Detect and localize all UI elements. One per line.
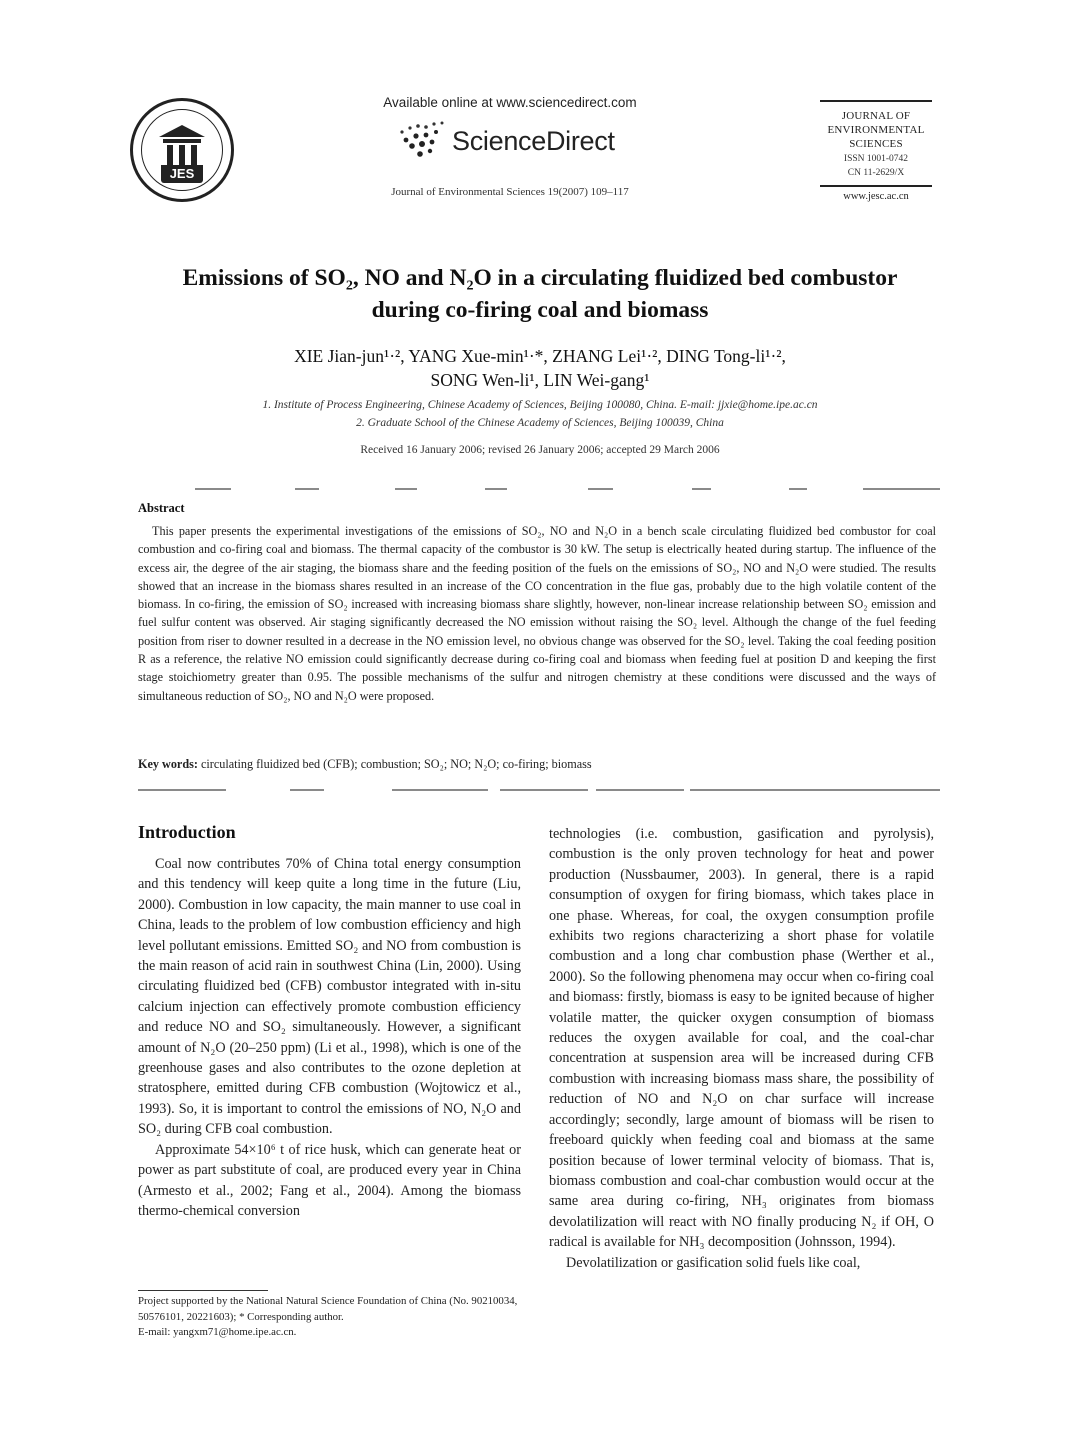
journal-issn: ISSN 1001-0742 <box>843 154 909 164</box>
title-line1: Emissions of SO₂, NO and N₂O in a circulating fluidized bed combustor <box>182 265 898 291</box>
affiliation-1: 1. Institute of Process Engineering, Chinese Academy of Sciences, Beijing 100080, China. E-mail: jjxie@home.ipe.ac.cn <box>262 399 818 411</box>
received-dates: Received 16 January 2006; revised 26 January 2006; accepted 29 March 2006 <box>360 444 720 456</box>
intro-paragraph-2: Approximate 54×10⁶ t of rice husk, which can generate heat or power as part substitute of coal, are produced every year in China (Armesto et al., 2002; Fang et al., 2004). Among the biomass thermo-chemical conversion <box>138 1141 521 1219</box>
separator-dashes-bottom <box>138 789 940 791</box>
affiliations <box>140 396 940 432</box>
footnote-email: E-mail: yangxm71@home.ipe.ac.cn. <box>138 1326 297 1338</box>
journal-cn: CN 11-2629/X <box>847 168 905 178</box>
keywords-text: circulating fluidized bed (CFB); combustion; SO₂; NO; N₂O; co-firing; biomass <box>200 757 592 771</box>
seal-abbr: JES <box>161 165 203 183</box>
intro-paragraph-2-cont: technologies (i.e. combustion, gasification and pyrolysis), combustion is the only proven technology for heat and power production (Nussbaumer, 2003). In general, there is a rapid consumption of oxygen for firing biomass, which takes place in one phase. Whereas, for coal, the oxygen consumption profile exhibits two regions characterizing a short phase for volatile combustion and a long char combustion phase (Werther et al., 2000). So the following phenomena may occur when co-firing coal and biomass: firstly, biomass is easy to be ignited because of higher volatile matter, the quicker oxygen consumption of biomass reduces the oxygen available for coal, and the coal-char concentration at suspension area will be increased during CFB combustion with increasing biomass mass share, the possibility of reduction of NO and N₂O on char surface will increase accordingly; secondly, large amount of biomass will be risen to freeboard quickly when feeding coal and biomass at the same position because of lower terminal velocity of biomass. That is, biomass combustion and coal-char combustion would occur at the same area during co-firing, NH₃ originates from biomass devolatilization will react with NO finally producing N₂ if OH, O radical is available for NH₃ decomposition (Johnsson, 1994). <box>549 826 934 1251</box>
journal-box <box>820 100 932 202</box>
journal-name-line3: SCIENCES <box>849 138 903 150</box>
intro-paragraph-3: Devolatilization or gasification solid fuels like coal, <box>566 1254 861 1271</box>
authors-line2: SONG Wen-li¹, LIN Wei-gang¹ <box>430 370 650 390</box>
sciencedirect-wordmark: ScienceDirect <box>452 126 615 156</box>
journal-website: www.jesc.ac.cn <box>843 191 909 202</box>
left-column <box>138 854 521 1221</box>
abstract-heading: Abstract <box>138 501 185 515</box>
footnote-funding: Project supported by the National Natural Science Foundation of China (No. 90210034, 50576101, 20221603); * Corresponding author. <box>138 1295 518 1323</box>
journal-name-line1: JOURNAL OF <box>841 110 911 122</box>
affiliation-2: 2. Graduate School of the Chinese Academy of Sciences, Beijing 100039, China <box>356 417 724 429</box>
sciencedirect-logo <box>392 118 632 168</box>
abstract-body: This paper presents the experimental investigations of the emissions of SO₂, NO and N₂O in a bench scale circulating fluidized bed combustor for coal combustion and co-firing coal and biomass. The thermal capacity of the combustor is 30 kW. The setup is electrically heated during startup. The influence of the excess air, the degree of the air staging, the biomass share and the feeding position of the fuels on the emissions of SO₂, NO and N₂O were studied. The results showed that an increase in the biomass shares resulted in an increase of the CO concentration in the flue gas, probably due to the high volatile content of the biomass. In co-firing, the emission of SO₂ increased with increasing biomass share slightly, however, non-linear increase relationship between SO₂ emission and fuel sulfur content was observed. Air staging significantly decreased the NO emission without raising the SO₂ level. Although the change of the fuel feeding position from riser to downer resulted in a decrease in the NO emission level, no obvious change was observed for the SO₂ level. Taking the coal feeding position R as a reference, the relative NO emission could significantly decrease during co-firing coal and biomass when feeding fuel at position D and keeping the first stage stoichiometry greater than 0.95. The possible mechanisms of the sulfur and nitrogen chemistry at these conditions were discussed and the ways of simultaneous reduction of SO₂, NO and N₂O were proposed. <box>138 524 936 703</box>
author-list <box>200 344 880 392</box>
journal-citation: Journal of Environmental Sciences 19(2007) 109–117 <box>391 186 629 198</box>
intro-paragraph-1: Coal now contributes 70% of China total energy consumption and this tendency will keep quite a long time in the future (Liu, 2000). Combustion in low capacity, the main manner to use coal in China, leads to the problem of low combustion efficiency and high level pollutant emissions. Emitted SO₂ and NO from combustion is the main reason of acid rain in southwest China (Lin, 2000). Using circulating fluidized bed (CFB) combustor integrated with in-situ calcium injection can effectively promote combustion efficiency and reduce NO and SO₂ simultaneously. However, a significant amount of N₂O (20–250 ppm) (Li et al., 1998), which is one of the greenhouse gases and also contributes to the ozone depletion at stratosphere, emitted during CFB combustion (Wojtowicz et al., 1993). So, it is important to control the emissions of NO, N₂O and SO₂ during CFB coal combustion. <box>138 856 521 1138</box>
title-line2: during co-firing coal and biomass <box>371 297 709 323</box>
paper-title <box>110 262 970 326</box>
separator-dashes-top <box>195 488 940 490</box>
right-column <box>549 824 934 1273</box>
authors-line1: XIE Jian-jun¹·², YANG Xue-min¹·*, ZHANG Lei¹·², DING Tong-li¹·², <box>294 346 786 366</box>
introduction-heading: Introduction <box>138 822 236 842</box>
footnote <box>138 1294 521 1341</box>
journal-name-line2: ENVIRONMENTAL <box>827 124 925 136</box>
sciencedirect-dots-icon <box>392 118 450 164</box>
keywords-label: Key words: <box>138 757 198 771</box>
journal-seal-logo <box>130 98 234 202</box>
footnote-rule <box>138 1290 268 1291</box>
available-online-line: Available online at www.sciencedirect.com <box>383 95 637 110</box>
keywords <box>138 757 936 772</box>
